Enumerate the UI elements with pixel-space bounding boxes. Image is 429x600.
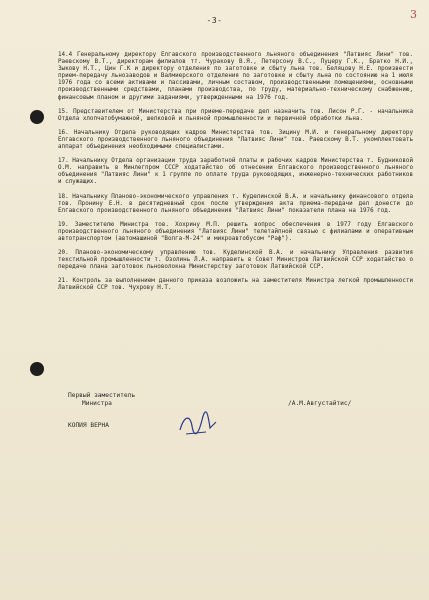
paragraph-21: 21. Контроль за выполнением данного приказа возложить на заместителя Министра легкой промышленности Латвийской ССР тов. Чухрову Н.Т. [58, 278, 413, 292]
handwritten-signature [176, 410, 220, 440]
paragraph-20: 20. Планово-экономическому управлению тов. Куделинской В.А. и начальнику Управления развития текстильной промышленности т. Озолинь Л.А. направить в Совет Министров Латвийской ССР ходатайство о передаче плана заготовок льноволокна Министерству заготовок Латвийской ССР. [58, 250, 413, 271]
signatory-title-line1: Первый заместитель [68, 392, 136, 399]
paragraph-15: 15. Представителем от Министерства при приеме-передаче дел назначить тов. Лисон Р.Г. - начальника Отдела хлопчатобумажной, шелковой и льняной промышленности и первичной обработки льна. [58, 108, 413, 122]
corner-page-mark: 3 [410, 8, 417, 21]
page-number: -3- [206, 16, 223, 25]
paragraph-18: 18. Начальнику Планово-экономического управления т. Куделинской В.А. и начальнику финансового отдела тов. Пронину Е.Н. в десятидневный срок после утверждения акта приема-передачи дел донести до Елгавского производственного льняного объединения "Латвияс Лини" показатели плана на 1976 год. [58, 193, 413, 214]
copy-certification-label: КОПИЯ ВЕРНА [68, 422, 109, 429]
punch-hole [30, 110, 44, 124]
signature-block [68, 392, 388, 429]
paragraph-17: 17. Начальнику Отдела организации труда заработной платы и рабочих кадров Министерства т. Будниковой О.М. направить в Минлегпром СССР ходатайство об отнесении Елгавского производственного льняного объединения "Латвияс Лини" к 1 группе по оплате труда руководящих, инженерно-технических работников и служащих. [58, 158, 413, 186]
signatory-name: /А.М.Августайтис/ [288, 400, 352, 407]
document-body [58, 52, 413, 300]
paragraph-14-4: 14.4 Генеральному директору Елгавского производственного льняного объединения "Латвияс Лини" тов. Раевскому В.Т., директорам филиалов тт. Чуракову В.Я., Петерсону В.С., Пуцеру Г.К., Братко Н.И., Зыкову Н.Т., Цин Г.К и директору отделения по заготовке и сбыту льна тов. Беляцову Н.Е. произвести прием-передачу льнозаводов и Валмиерского отделения по заготовке и сбыту льна по состоянию на 1 июля 1976 года со всеми активами и пассивами, личным составом, производственными помещениями, основными производственными средствами, планами производства, по труду, материально-техническому снабжению, финансовым планом и другими заданиями, утвержденными на 1976 год. [58, 52, 413, 101]
signatory-title-line2: Министра [82, 400, 112, 407]
punch-hole [30, 362, 44, 376]
paragraph-19: 19. Заместителю Министра тов. Хохрину М.П. решить вопрос обеспечения в 1977 году Елгавского производственного льняного объединения "Латвияс Лини" телетайпной связью с филиалами и оперативным автотранспортом (автомашиной "Волга-М-24" и микроавтобусом "Раф"). [58, 221, 413, 242]
paragraph-16: 16. Начальнику Отдела руководящих кадров Министерства тов. Зицину М.И. и генеральному директору Елгавского производственного льняного объединения "Латвияс Лини" тов. Раевскому В.Т. укомплектовать аппарат объединения необходимыми специалистами. [58, 129, 413, 151]
